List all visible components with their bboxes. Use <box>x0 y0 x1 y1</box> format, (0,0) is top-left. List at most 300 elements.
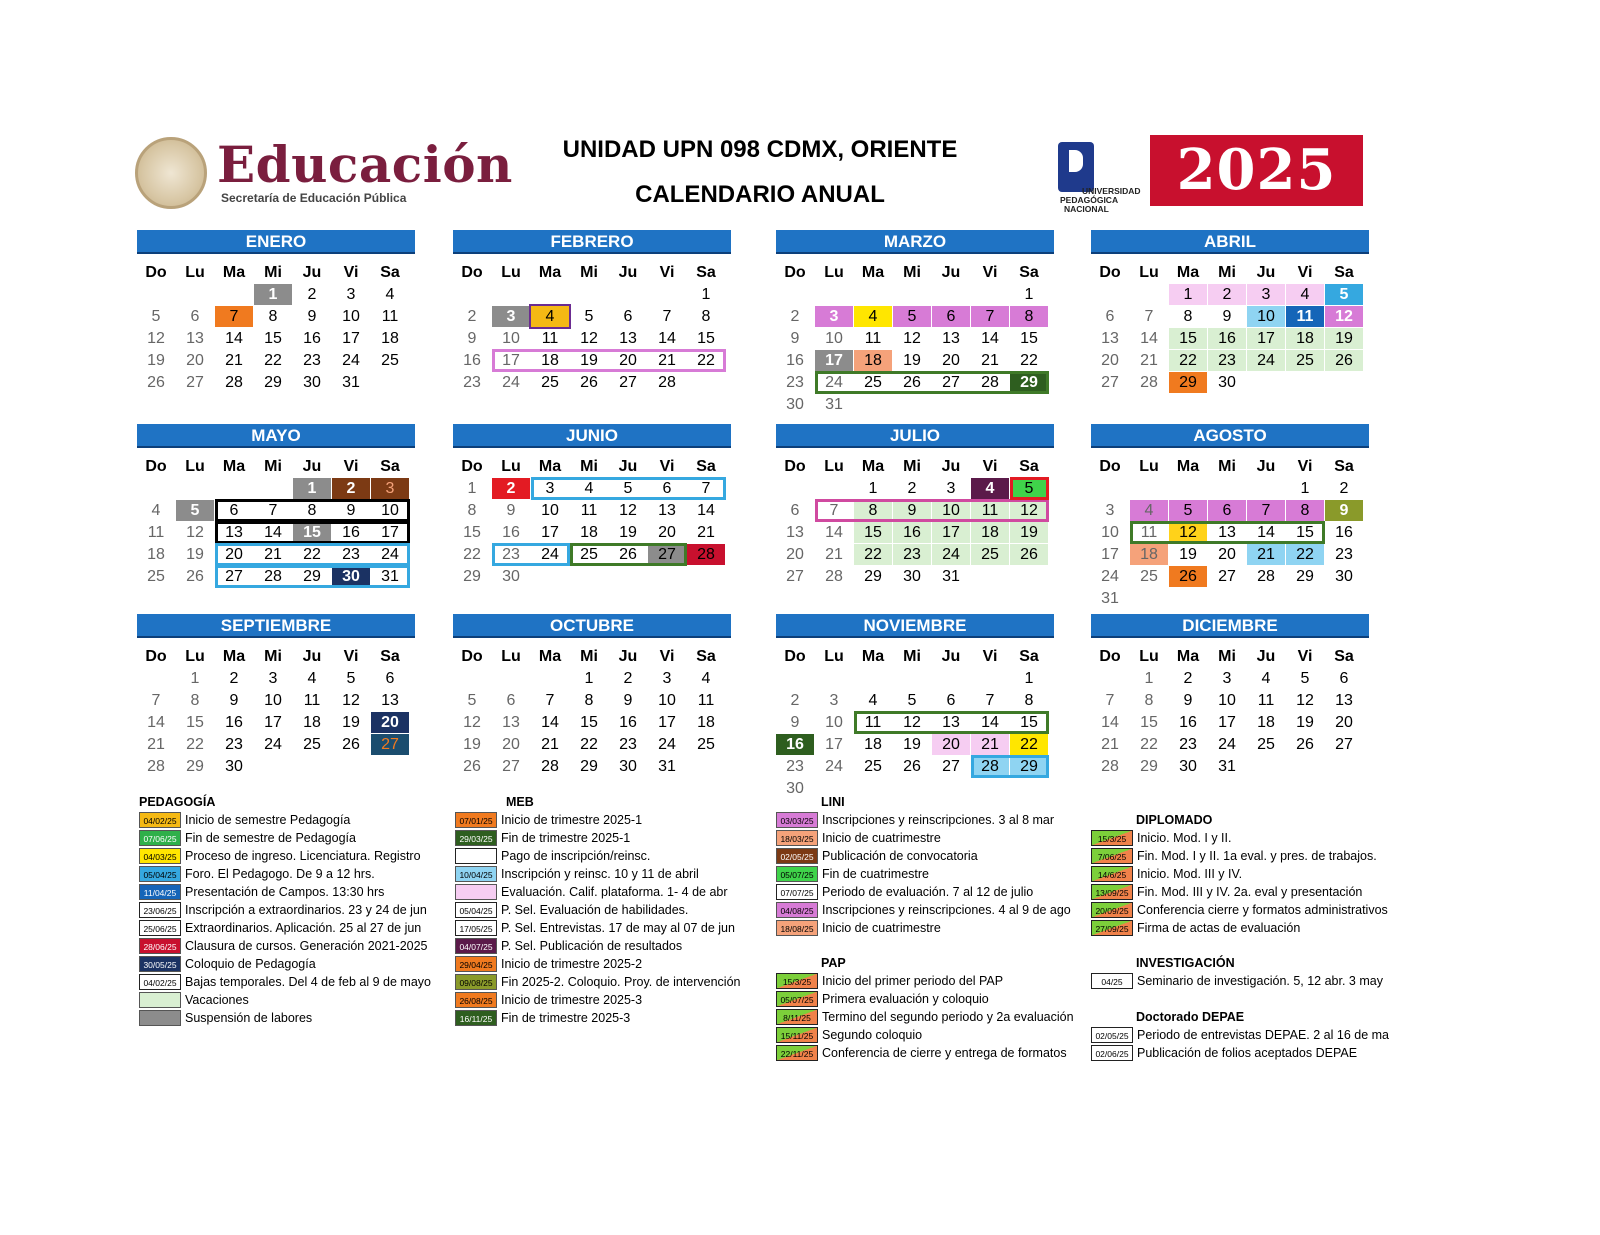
legend-swatch: 26/08/25 <box>455 992 497 1008</box>
day-cell: 25 <box>147 568 165 585</box>
weekday-header: Ma <box>861 458 885 475</box>
legend-text: Inicio de trimestre 2025-1 <box>501 813 643 827</box>
month-marzo <box>776 230 1054 413</box>
day-cell: 27 <box>1218 568 1236 585</box>
day-cell: 14 <box>541 714 559 731</box>
day-cell: 1 <box>1300 480 1310 497</box>
day-cell: 23 <box>225 736 243 753</box>
legend-swatch: 22/11/25 <box>776 1045 818 1061</box>
brand-subtitle: Secretaría de Educación Pública <box>221 191 407 205</box>
weekday-header: Mi <box>1218 458 1236 475</box>
day-cell: 4 <box>971 478 1009 499</box>
legend-swatch: 18/08/25 <box>776 920 818 936</box>
legend-swatch: 07/06/25 <box>139 830 181 846</box>
day-cell: 4 <box>854 306 892 327</box>
day-cell: 19 <box>903 736 921 753</box>
weekday-header: Lu <box>501 648 521 665</box>
day-cell: 17 <box>381 524 399 541</box>
upn-line-3: NACIONAL <box>1064 204 1109 214</box>
day-cell: 1 <box>293 478 331 499</box>
day-cell: 23 <box>303 352 321 369</box>
legend-text: Fin 2025-2. Coloquio. Proy. de intervención <box>501 975 741 989</box>
weekday-header: Ju <box>941 264 961 281</box>
legend-text: Conferencia de cierre y entrega de formatos <box>822 1046 1067 1060</box>
day-cell: 15 <box>1169 328 1207 349</box>
day-cell: 3 <box>946 480 956 497</box>
legend-text: Primera evaluación y coloquio <box>822 992 989 1006</box>
pap-item <box>776 972 1096 990</box>
day-cell: 19 <box>147 352 165 369</box>
day-cell: 21 <box>981 352 999 369</box>
day-cell: 2 <box>623 670 633 687</box>
upn-line-2: PEDAGÓGICA <box>1060 195 1119 205</box>
day-cell: 1 <box>1024 670 1034 687</box>
day-cell: 11 <box>147 524 165 541</box>
day-cell: 21 <box>1101 736 1119 753</box>
pedagogia-item <box>139 991 459 1009</box>
day-cell: 16 <box>1335 524 1353 541</box>
day-cell: 15 <box>186 714 204 731</box>
day-cell: 8 <box>190 692 200 709</box>
day-cell: 18 <box>303 714 321 731</box>
day-cell: 15 <box>697 330 715 347</box>
day-cell: 24 <box>541 546 559 563</box>
day-cell: 11 <box>381 308 399 325</box>
day-cell: 12 <box>186 524 204 541</box>
day-cell: 23 <box>786 374 804 391</box>
legend-swatch: 04/02/25 <box>139 974 181 990</box>
day-cell: 10 <box>264 692 282 709</box>
weekday-header: Sa <box>1334 648 1354 665</box>
legend-text: P. Sel. Publicación de resultados <box>501 939 683 953</box>
day-cell: 20 <box>371 712 409 733</box>
day-cell: 28 <box>687 544 725 565</box>
month-title: MAYO <box>137 424 415 448</box>
weekday-header: Do <box>145 264 167 281</box>
day-cell: 22 <box>1169 350 1207 371</box>
weekday-header: Ju <box>302 648 322 665</box>
weekday-header: Mi <box>580 264 598 281</box>
day-cell: 5 <box>176 500 214 521</box>
diplomado-item <box>1091 883 1411 901</box>
weekday-header: Ju <box>618 648 638 665</box>
day-cell: 23 <box>502 546 520 563</box>
day-cell: 14 <box>697 502 715 519</box>
day-cell: 11 <box>1140 524 1158 541</box>
legend-text: Inscripciones y reinscripciones. 3 al 8 mar <box>822 813 1055 827</box>
day-cell: 26 <box>186 568 204 585</box>
day-cell: 24 <box>381 546 399 563</box>
weekday-header: Do <box>784 458 806 475</box>
meb-item <box>455 829 775 847</box>
legend-swatch: 8/11/25 <box>776 1009 818 1025</box>
day-cell: 26 <box>1325 350 1363 371</box>
legend-swatch <box>139 992 181 1008</box>
weekday-header: Lu <box>824 648 844 665</box>
day-cell: 4 <box>868 692 878 709</box>
day-cell: 12 <box>147 330 165 347</box>
legend-text: Publicación de convocatoria <box>822 849 978 863</box>
legend-swatch: 18/03/25 <box>776 830 818 846</box>
day-cell: 4 <box>531 306 569 327</box>
day-cell: 22 <box>854 544 892 565</box>
day-cell: 16 <box>342 524 360 541</box>
day-cell: 30 <box>903 568 921 585</box>
legend-text: Fin de semestre de Pedagogía <box>185 831 356 845</box>
day-cell: 27 <box>186 374 204 391</box>
day-cell: 18 <box>697 714 715 731</box>
diplomado-item <box>1091 847 1411 865</box>
legend-text: P. Sel. Entrevistas. 17 de may al 07 de jun <box>501 921 735 935</box>
legend-text: Conferencia cierre y formatos administrativos <box>1137 903 1388 917</box>
day-cell: 28 <box>971 756 1009 777</box>
weekday-header: Mi <box>1218 264 1236 281</box>
day-cell: 4 <box>1130 500 1168 521</box>
legend-title-meb: MEB <box>506 795 534 809</box>
legend-text: Evaluación. Calif. plataforma. 1- 4 de abr <box>501 885 728 899</box>
day-cell: 21 <box>147 736 165 753</box>
day-cell: 1 <box>584 670 594 687</box>
weekday-header: Do <box>145 648 167 665</box>
legend-text: Termino del segundo periodo y 2a evaluación <box>822 1010 1074 1024</box>
weekday-header: Ma <box>222 264 246 281</box>
day-cell: 13 <box>186 330 204 347</box>
investigacion-item <box>1091 972 1411 990</box>
day-cell: 17 <box>1101 546 1119 563</box>
weekday-header: Vi <box>343 264 359 281</box>
weekday-header: Do <box>1099 458 1121 475</box>
weekday-header: Sa <box>380 458 400 475</box>
upn-mark-icon <box>1058 142 1094 192</box>
day-cell: 26 <box>463 758 481 775</box>
month-julio <box>776 424 1054 585</box>
day-cell: 29 <box>303 568 321 585</box>
day-cell: 22 <box>186 736 204 753</box>
weekday-header: Ju <box>302 264 322 281</box>
day-cell: 21 <box>658 352 676 369</box>
day-cell: 31 <box>342 374 360 391</box>
weekday-header: Mi <box>264 264 282 281</box>
day-cell: 14 <box>1257 524 1275 541</box>
weekday-header: Ma <box>538 648 562 665</box>
day-cell: 13 <box>658 502 676 519</box>
day-cell: 9 <box>893 500 931 521</box>
day-cell: 2 <box>790 692 800 709</box>
day-cell: 24 <box>932 544 970 565</box>
legend-swatch: 04/08/25 <box>776 902 818 918</box>
day-cell: 7 <box>545 692 555 709</box>
day-cell: 25 <box>303 736 321 753</box>
day-cell: 11 <box>541 330 559 347</box>
day-cell: 23 <box>342 546 360 563</box>
meb-item <box>455 973 775 991</box>
day-cell: 19 <box>1296 714 1314 731</box>
day-cell: 18 <box>1130 544 1168 565</box>
day-cell: 11 <box>303 692 321 709</box>
day-cell: 12 <box>1169 522 1207 543</box>
lini-item <box>776 847 1096 865</box>
day-cell: 26 <box>903 374 921 391</box>
legend-swatch: 04/02/25 <box>139 812 181 828</box>
day-cell: 22 <box>697 352 715 369</box>
day-cell: 7 <box>662 308 672 325</box>
month-mayo <box>137 424 415 585</box>
day-cell: 4 <box>1286 284 1324 305</box>
weekday-header: Lu <box>1139 264 1159 281</box>
day-cell: 4 <box>385 286 395 303</box>
day-cell: 21 <box>225 352 243 369</box>
month-title: FEBRERO <box>453 230 731 254</box>
day-cell: 18 <box>381 330 399 347</box>
day-cell: 10 <box>1101 524 1119 541</box>
day-cell: 6 <box>623 308 633 325</box>
legend-swatch: 14/6/25 <box>1091 866 1133 882</box>
day-cell: 3 <box>815 306 853 327</box>
weekday-header: Sa <box>1334 264 1354 281</box>
legend-text: Coloquio de Pedagogía <box>185 957 316 971</box>
day-cell: 31 <box>1101 590 1119 607</box>
weekday-header: Ma <box>222 648 246 665</box>
day-cell: 7 <box>215 306 253 327</box>
pedagogia-item <box>139 919 459 937</box>
day-cell: 12 <box>1010 500 1048 521</box>
day-cell: 5 <box>346 670 356 687</box>
day-cell: 9 <box>307 308 317 325</box>
legend-text: Pago de inscripción/reinsc. <box>501 849 651 863</box>
meb-item <box>455 937 775 955</box>
legend-text: Inscripción a extraordinarios. 23 y 24 de jun <box>185 903 427 917</box>
legend-swatch: 09/08/25 <box>455 974 497 990</box>
day-cell: 18 <box>864 736 882 753</box>
month-title: JULIO <box>776 424 1054 448</box>
day-cell: 7 <box>268 502 278 519</box>
day-cell: 12 <box>619 502 637 519</box>
day-cell: 22 <box>1286 544 1324 565</box>
legend-swatch: 02/06/25 <box>1091 1045 1133 1061</box>
day-cell: 9 <box>1222 308 1232 325</box>
day-cell: 22 <box>303 546 321 563</box>
day-cell: 7 <box>1105 692 1115 709</box>
day-cell: 27 <box>648 544 686 565</box>
day-cell: 8 <box>1010 306 1048 327</box>
upn-logo <box>1058 142 1148 212</box>
lini-item <box>776 883 1096 901</box>
legend-text: Periodo de entrevistas DEPAE. 2 al 16 de ma <box>1137 1028 1389 1042</box>
day-cell: 2 <box>1339 480 1349 497</box>
legend-text: Inscripciones y reinscripciones. 4 al 9 de ago <box>822 903 1071 917</box>
day-cell: 14 <box>147 714 165 731</box>
month-enero <box>137 230 415 391</box>
day-cell: 4 <box>151 502 161 519</box>
day-cell: 6 <box>932 306 970 327</box>
lini-item <box>776 811 1096 829</box>
day-cell: 3 <box>1222 670 1232 687</box>
day-cell: 30 <box>303 374 321 391</box>
day-cell: 19 <box>580 352 598 369</box>
day-cell: 14 <box>225 330 243 347</box>
day-cell: 8 <box>307 502 317 519</box>
day-cell: 24 <box>1218 736 1236 753</box>
day-cell: 24 <box>342 352 360 369</box>
day-cell: 28 <box>541 758 559 775</box>
day-cell: 11 <box>580 502 598 519</box>
day-cell: 26 <box>619 546 637 563</box>
day-cell: 7 <box>829 502 839 519</box>
day-cell: 25 <box>1257 736 1275 753</box>
day-cell: 19 <box>1325 328 1363 349</box>
weekday-header: Lu <box>1139 648 1159 665</box>
day-cell: 11 <box>1286 306 1324 327</box>
weekday-header: Ma <box>222 458 246 475</box>
day-cell: 2 <box>229 670 239 687</box>
meb-item <box>455 883 775 901</box>
day-cell: 30 <box>786 396 804 413</box>
day-cell: 31 <box>658 758 676 775</box>
day-cell: 3 <box>545 480 555 497</box>
pedagogia-item <box>139 847 459 865</box>
day-cell: 30 <box>619 758 637 775</box>
day-cell: 3 <box>346 286 356 303</box>
day-cell: 25 <box>1286 350 1324 371</box>
day-cell: 31 <box>942 568 960 585</box>
legend-text: Suspensión de labores <box>185 1011 313 1025</box>
day-cell: 28 <box>825 568 843 585</box>
day-cell: 12 <box>342 692 360 709</box>
day-cell: 22 <box>463 546 481 563</box>
day-cell: 18 <box>1257 714 1275 731</box>
weekday-header: Do <box>784 648 806 665</box>
day-cell: 11 <box>971 500 1009 521</box>
weekday-header: Sa <box>1334 458 1354 475</box>
day-cell: 30 <box>332 566 370 587</box>
weekday-header: Do <box>784 264 806 281</box>
day-cell: 13 <box>381 692 399 709</box>
day-cell: 25 <box>864 758 882 775</box>
day-cell: 22 <box>1140 736 1158 753</box>
day-cell: 26 <box>1010 544 1048 565</box>
weekday-header: Lu <box>501 458 521 475</box>
day-cell: 18 <box>854 350 892 371</box>
day-cell: 22 <box>1010 734 1048 755</box>
day-cell: 12 <box>463 714 481 731</box>
diplomado-item <box>1091 865 1411 883</box>
day-cell: 3 <box>1105 502 1115 519</box>
pedagogia-item <box>139 901 459 919</box>
day-cell: 17 <box>502 352 520 369</box>
day-cell: 6 <box>385 670 395 687</box>
legend-swatch: 10/04/25 <box>455 866 497 882</box>
legend-text: Inscripción y reinsc. 10 y 11 de abril <box>501 867 699 881</box>
day-cell: 12 <box>1296 692 1314 709</box>
legend-swatch: 16/11/25 <box>455 1010 497 1026</box>
month-junio <box>453 424 731 585</box>
day-cell: 6 <box>190 308 200 325</box>
day-cell: 20 <box>225 546 243 563</box>
month-abril <box>1091 230 1369 391</box>
day-cell: 25 <box>864 374 882 391</box>
day-cell: 18 <box>541 352 559 369</box>
day-cell: 6 <box>1208 500 1246 521</box>
day-cell: 18 <box>580 524 598 541</box>
meb-item <box>455 1009 775 1027</box>
pedagogia-item <box>139 937 459 955</box>
weekday-header: Sa <box>380 264 400 281</box>
weekday-header: Vi <box>659 458 675 475</box>
legend-text: Inicio de trimestre 2025-3 <box>501 993 643 1007</box>
weekday-header: Sa <box>1019 458 1039 475</box>
day-cell: 8 <box>467 502 477 519</box>
day-cell: 20 <box>942 352 960 369</box>
weekday-header: Lu <box>501 264 521 281</box>
legend-swatch: 04/07/25 <box>455 938 497 954</box>
legend-text: Inicio de cuatrimestre <box>822 921 941 935</box>
day-cell: 20 <box>786 546 804 563</box>
legend-text: Bajas temporales. Del 4 de feb al 9 de mayo <box>185 975 431 989</box>
weekday-header: Sa <box>696 458 716 475</box>
day-cell: 13 <box>786 524 804 541</box>
day-cell: 10 <box>502 330 520 347</box>
day-cell: 16 <box>225 714 243 731</box>
day-cell: 12 <box>903 330 921 347</box>
day-cell: 14 <box>981 330 999 347</box>
diplomado-item <box>1091 901 1411 919</box>
weekday-header: Mi <box>580 458 598 475</box>
day-cell: 1 <box>868 480 878 497</box>
legend-text: P. Sel. Evaluación de habilidades. <box>501 903 689 917</box>
day-cell: 2 <box>332 478 370 499</box>
day-cell: 19 <box>1010 522 1048 543</box>
day-cell: 8 <box>701 308 711 325</box>
day-cell: 6 <box>1105 308 1115 325</box>
day-cell: 5 <box>151 308 161 325</box>
day-cell: 17 <box>932 522 970 543</box>
weekday-header: Mi <box>1218 648 1236 665</box>
day-cell: 30 <box>786 780 804 797</box>
pedagogia-item <box>139 865 459 883</box>
weekday-header: Lu <box>1139 458 1159 475</box>
day-cell: 9 <box>790 330 800 347</box>
diplomado-item <box>1091 829 1411 847</box>
weekday-header: Ju <box>302 458 322 475</box>
day-cell: 13 <box>1335 692 1353 709</box>
day-cell: 26 <box>1169 566 1207 587</box>
weekday-header: Mi <box>903 458 921 475</box>
day-cell: 24 <box>825 374 843 391</box>
legend-text: Vacaciones <box>185 993 249 1007</box>
day-cell: 29 <box>264 374 282 391</box>
year-badge: 2025 <box>1150 135 1363 206</box>
day-cell: 30 <box>502 568 520 585</box>
day-cell: 28 <box>225 374 243 391</box>
day-cell: 9 <box>623 692 633 709</box>
day-cell: 30 <box>1335 568 1353 585</box>
month-title: AGOSTO <box>1091 424 1369 448</box>
day-cell: 21 <box>971 734 1009 755</box>
day-cell: 16 <box>463 352 481 369</box>
legend-swatch: 20/09/25 <box>1091 902 1133 918</box>
doctorado-item <box>1091 1044 1411 1062</box>
month-diciembre <box>1091 614 1369 775</box>
day-cell: 7 <box>1247 500 1285 521</box>
day-cell: 16 <box>893 522 931 543</box>
legend-swatch: 02/05/25 <box>1091 1027 1133 1043</box>
day-cell: 18 <box>1286 328 1324 349</box>
day-cell: 24 <box>1247 350 1285 371</box>
day-cell: 10 <box>381 502 399 519</box>
legend-text: Clausura de cursos. Generación 2021-2025 <box>185 939 428 953</box>
day-cell: 24 <box>1101 568 1119 585</box>
day-cell: 4 <box>584 480 594 497</box>
